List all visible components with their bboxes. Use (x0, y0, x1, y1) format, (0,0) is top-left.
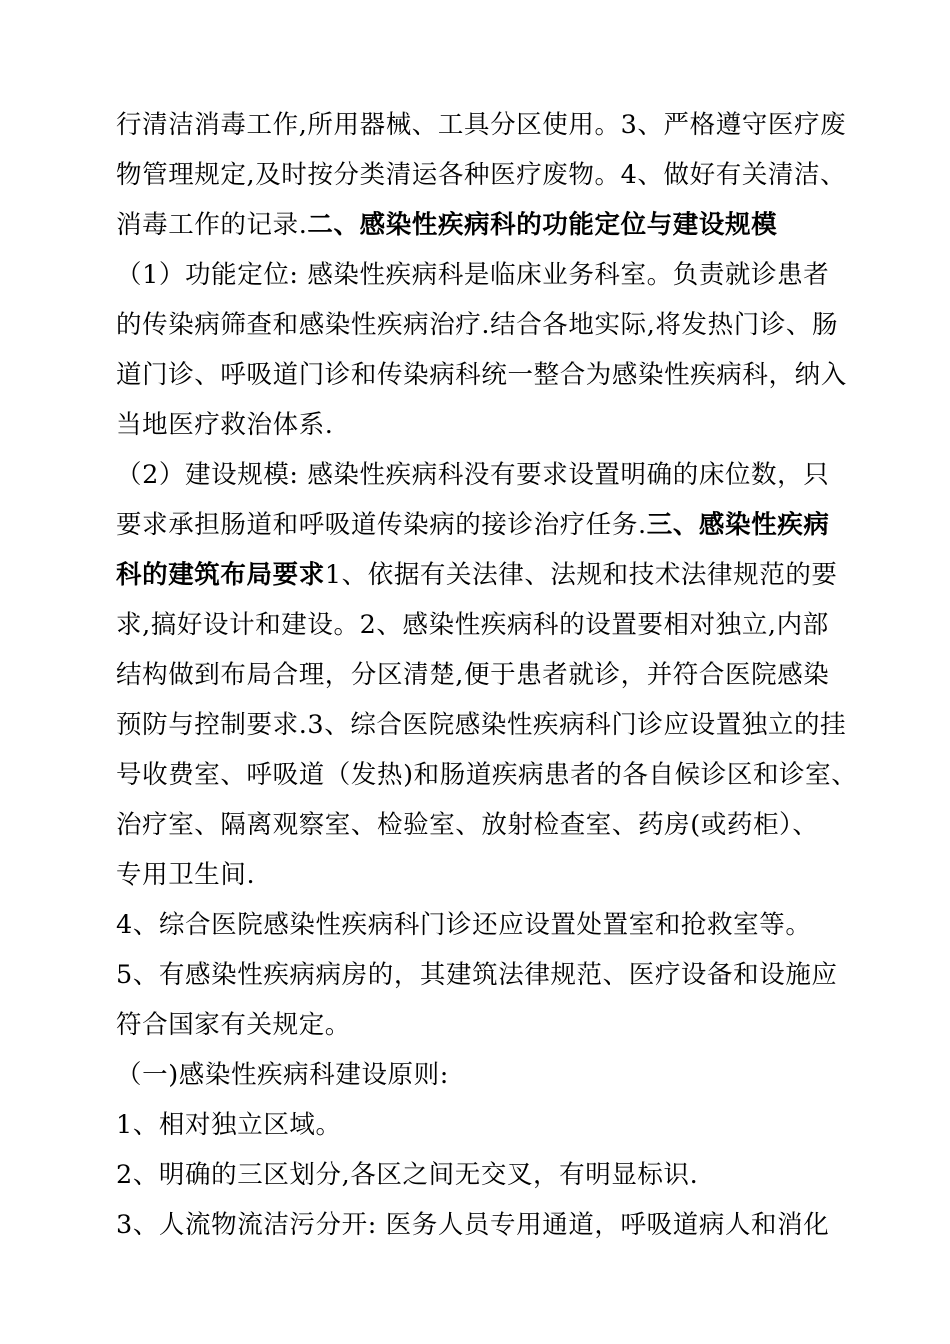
text-line: （一)感染性疾病科建设原则: (116, 1060, 449, 1090)
text-line: （1）功能定位: 感染性疾病科是临床业务科室。负责就诊患者 (116, 260, 830, 290)
text-line: 行清洁消毒工作,所用器械、工具分区使用。3、严格遵守医疗废 (116, 110, 847, 140)
section-heading: 二、感染性疾病科的功能定位与建设规模 (307, 210, 778, 240)
text-line: 的传染病筛查和感染性疾病治疗.结合各地实际,将发热门诊、肠 (116, 310, 839, 340)
text-line: 治疗室、隔离观察室、检验室、放射检查室、药房(或药柜）、 (116, 810, 819, 840)
text-line: 道门诊、呼吸道门诊和传染病科统一整合为感染性疾病科，纳入 (116, 360, 847, 390)
text-line: 科的建筑布局要求1、依据有关法律、法规和技术法律规范的要 (116, 560, 838, 590)
text-line: 号收费室、呼吸道（发热)和肠道疾病患者的各自候诊区和诊室、 (116, 760, 858, 790)
text-line: 4、综合医院感染性疾病科门诊还应设置处置室和抢救室等。 (116, 910, 812, 940)
text-line: 2、明确的三区划分,各区之间无交叉，有明显标识. (116, 1160, 699, 1190)
text-line: 结构做到布局合理，分区清楚,便于患者就诊，并符合医院感染 (116, 660, 830, 690)
text-line: 物管理规定,及时按分类清运各种医疗废物。4、做好有关清洁、 (116, 160, 847, 190)
section-heading: 三、感染性疾病 (646, 510, 830, 540)
text-line: 要求承担肠道和呼吸道传染病的接诊治疗任务.三、感染性疾病 (116, 510, 830, 540)
text-line: 3、人流物流洁污分开: 医务人员专用通道，呼吸道病人和消化 (116, 1210, 830, 1240)
text-line: 符合国家有关规定。 (116, 1010, 351, 1040)
text-line: （2）建设规模: 感染性疾病科没有要求设置明确的床位数，只 (116, 460, 830, 490)
text-line: 1、相对独立区域。 (116, 1110, 342, 1140)
section-heading: 科的建筑布局要求 (116, 560, 325, 590)
text-line: 预防与控制要求.3、综合医院感染性疾病科门诊应设置独立的挂 (116, 710, 847, 740)
text-line: 当地医疗救治体系. (116, 410, 334, 440)
text-line: 专用卫生间. (116, 860, 256, 890)
text-line: 求,搞好设计和建设。2、感染性疾病科的设置要相对独立,内部 (116, 610, 829, 640)
text-line: 消毒工作的记录.二、感染性疾病科的功能定位与建设规模 (116, 210, 778, 240)
text-line: 5、有感染性疾病病房的，其建筑法律规范、医疗设备和设施应 (116, 960, 838, 990)
